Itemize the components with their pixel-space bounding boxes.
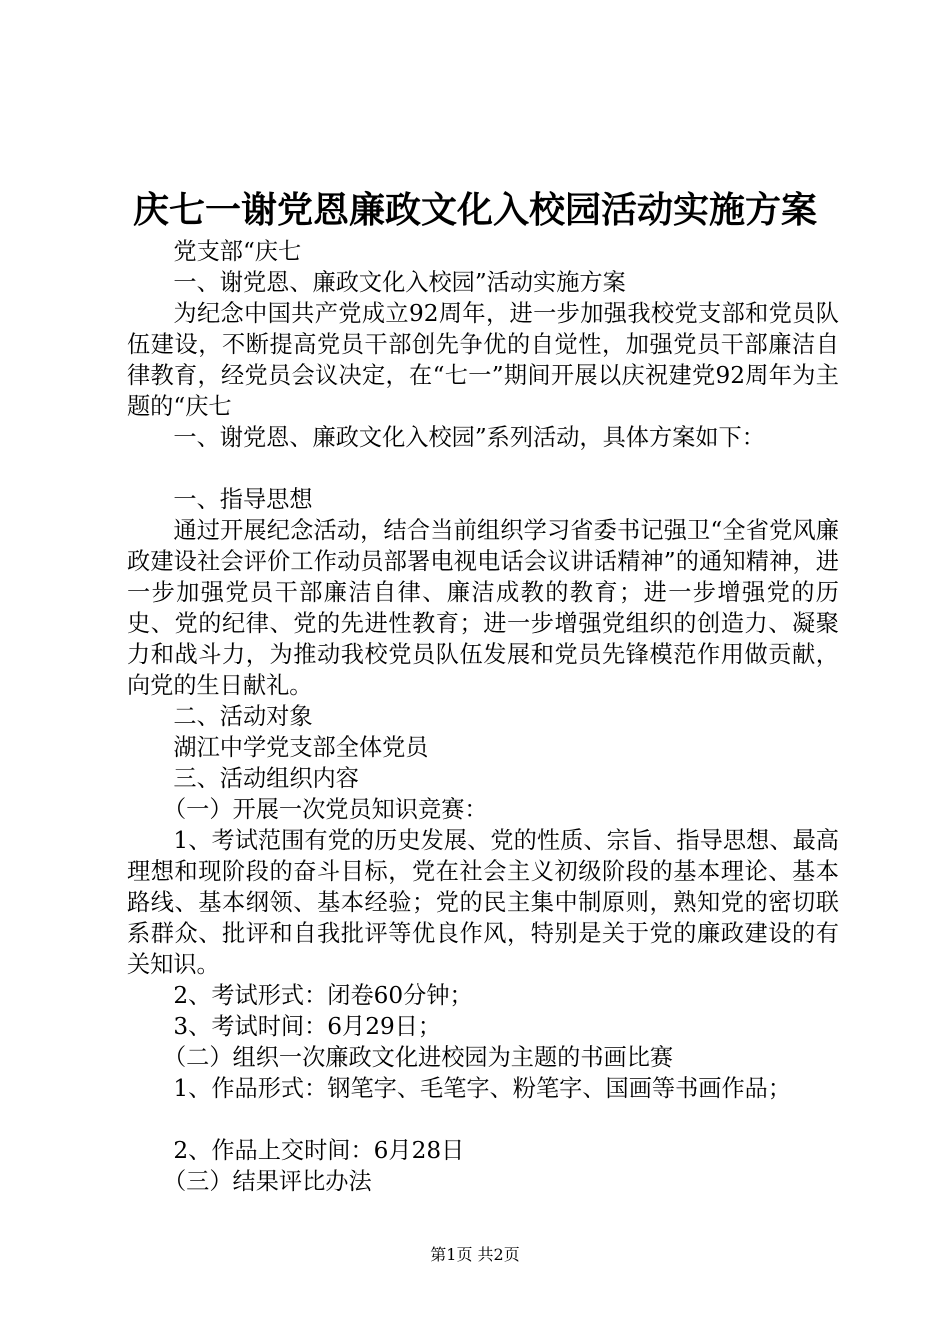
paragraph: 3、考试时间：6月29日； xyxy=(173,1013,442,1040)
subsection-heading: （二）组织一次廉政文化进校园为主题的书画比赛 xyxy=(162,1044,674,1071)
paragraph: 2、作品上交时间：6月28日 xyxy=(173,1137,465,1164)
paragraph: 2、考试形式：闭卷60分钟； xyxy=(173,982,473,1009)
section-heading: 二、活动对象 xyxy=(173,703,313,730)
paragraph: 一、谢党恩、廉政文化入校园”活动实施方案 xyxy=(173,269,626,296)
paragraph: 一、谢党恩、廉政文化入校园”系列活动，具体方案如下： xyxy=(173,424,765,451)
paragraph: 1、考试范围有党的历史发展、党的性质、宗旨、指导思想、最高理想和现阶段的奋斗目标，党在社会主义初级阶段的基本理论、基本路线、基本纲领、基本经验；党的民主集中制原则，熟知党的密切联系群众、批评和自我批评等优良作风，特别是关于党的廉政建设的有关知识。 xyxy=(127,827,839,978)
paragraph: 1、作品形式：钢笔字、毛笔字、粉笔字、国画等书画作品； xyxy=(173,1075,792,1102)
document-title: 庆七一谢党恩廉政文化入校园活动实施方案 xyxy=(132,189,817,231)
paragraph: 党支部“庆七 xyxy=(173,238,302,265)
subsection-heading: （一）开展一次党员知识竞赛： xyxy=(162,796,488,823)
subsection-heading: （三）结果评比办法 xyxy=(162,1168,372,1195)
paragraph: 湖江中学党支部全体党员 xyxy=(173,734,429,761)
section-heading: 一、指导思想 xyxy=(173,486,313,513)
paragraph: 通过开展纪念活动，结合当前组织学习省委书记强卫“全省党风廉政建设社会评价工作动员部署电视电话会议讲话精神”的通知精神，进一步加强党员干部廉洁自律、廉洁成教的教育；进一步增强党的历史、党的纪律、党的先进性教育；进一步增强党组织的创造力、凝聚力和战斗力，为推动我校党员队伍发展和党员先锋模范作用做贡献，向党的生日献礼。 xyxy=(127,517,839,699)
section-heading: 三、活动组织内容 xyxy=(173,765,359,792)
paragraph: 为纪念中国共产党成立92周年，进一步加强我校党支部和党员队伍建设，不断提高党员干部创先争优的自觉性，加强党员干部廉洁自律教育，经党员会议决定，在“七一”期间开展以庆祝建党92周年为主题的“庆七 xyxy=(127,300,839,420)
document-body xyxy=(127,236,839,1197)
page-footer: 第1页 共2页 xyxy=(430,1245,520,1264)
